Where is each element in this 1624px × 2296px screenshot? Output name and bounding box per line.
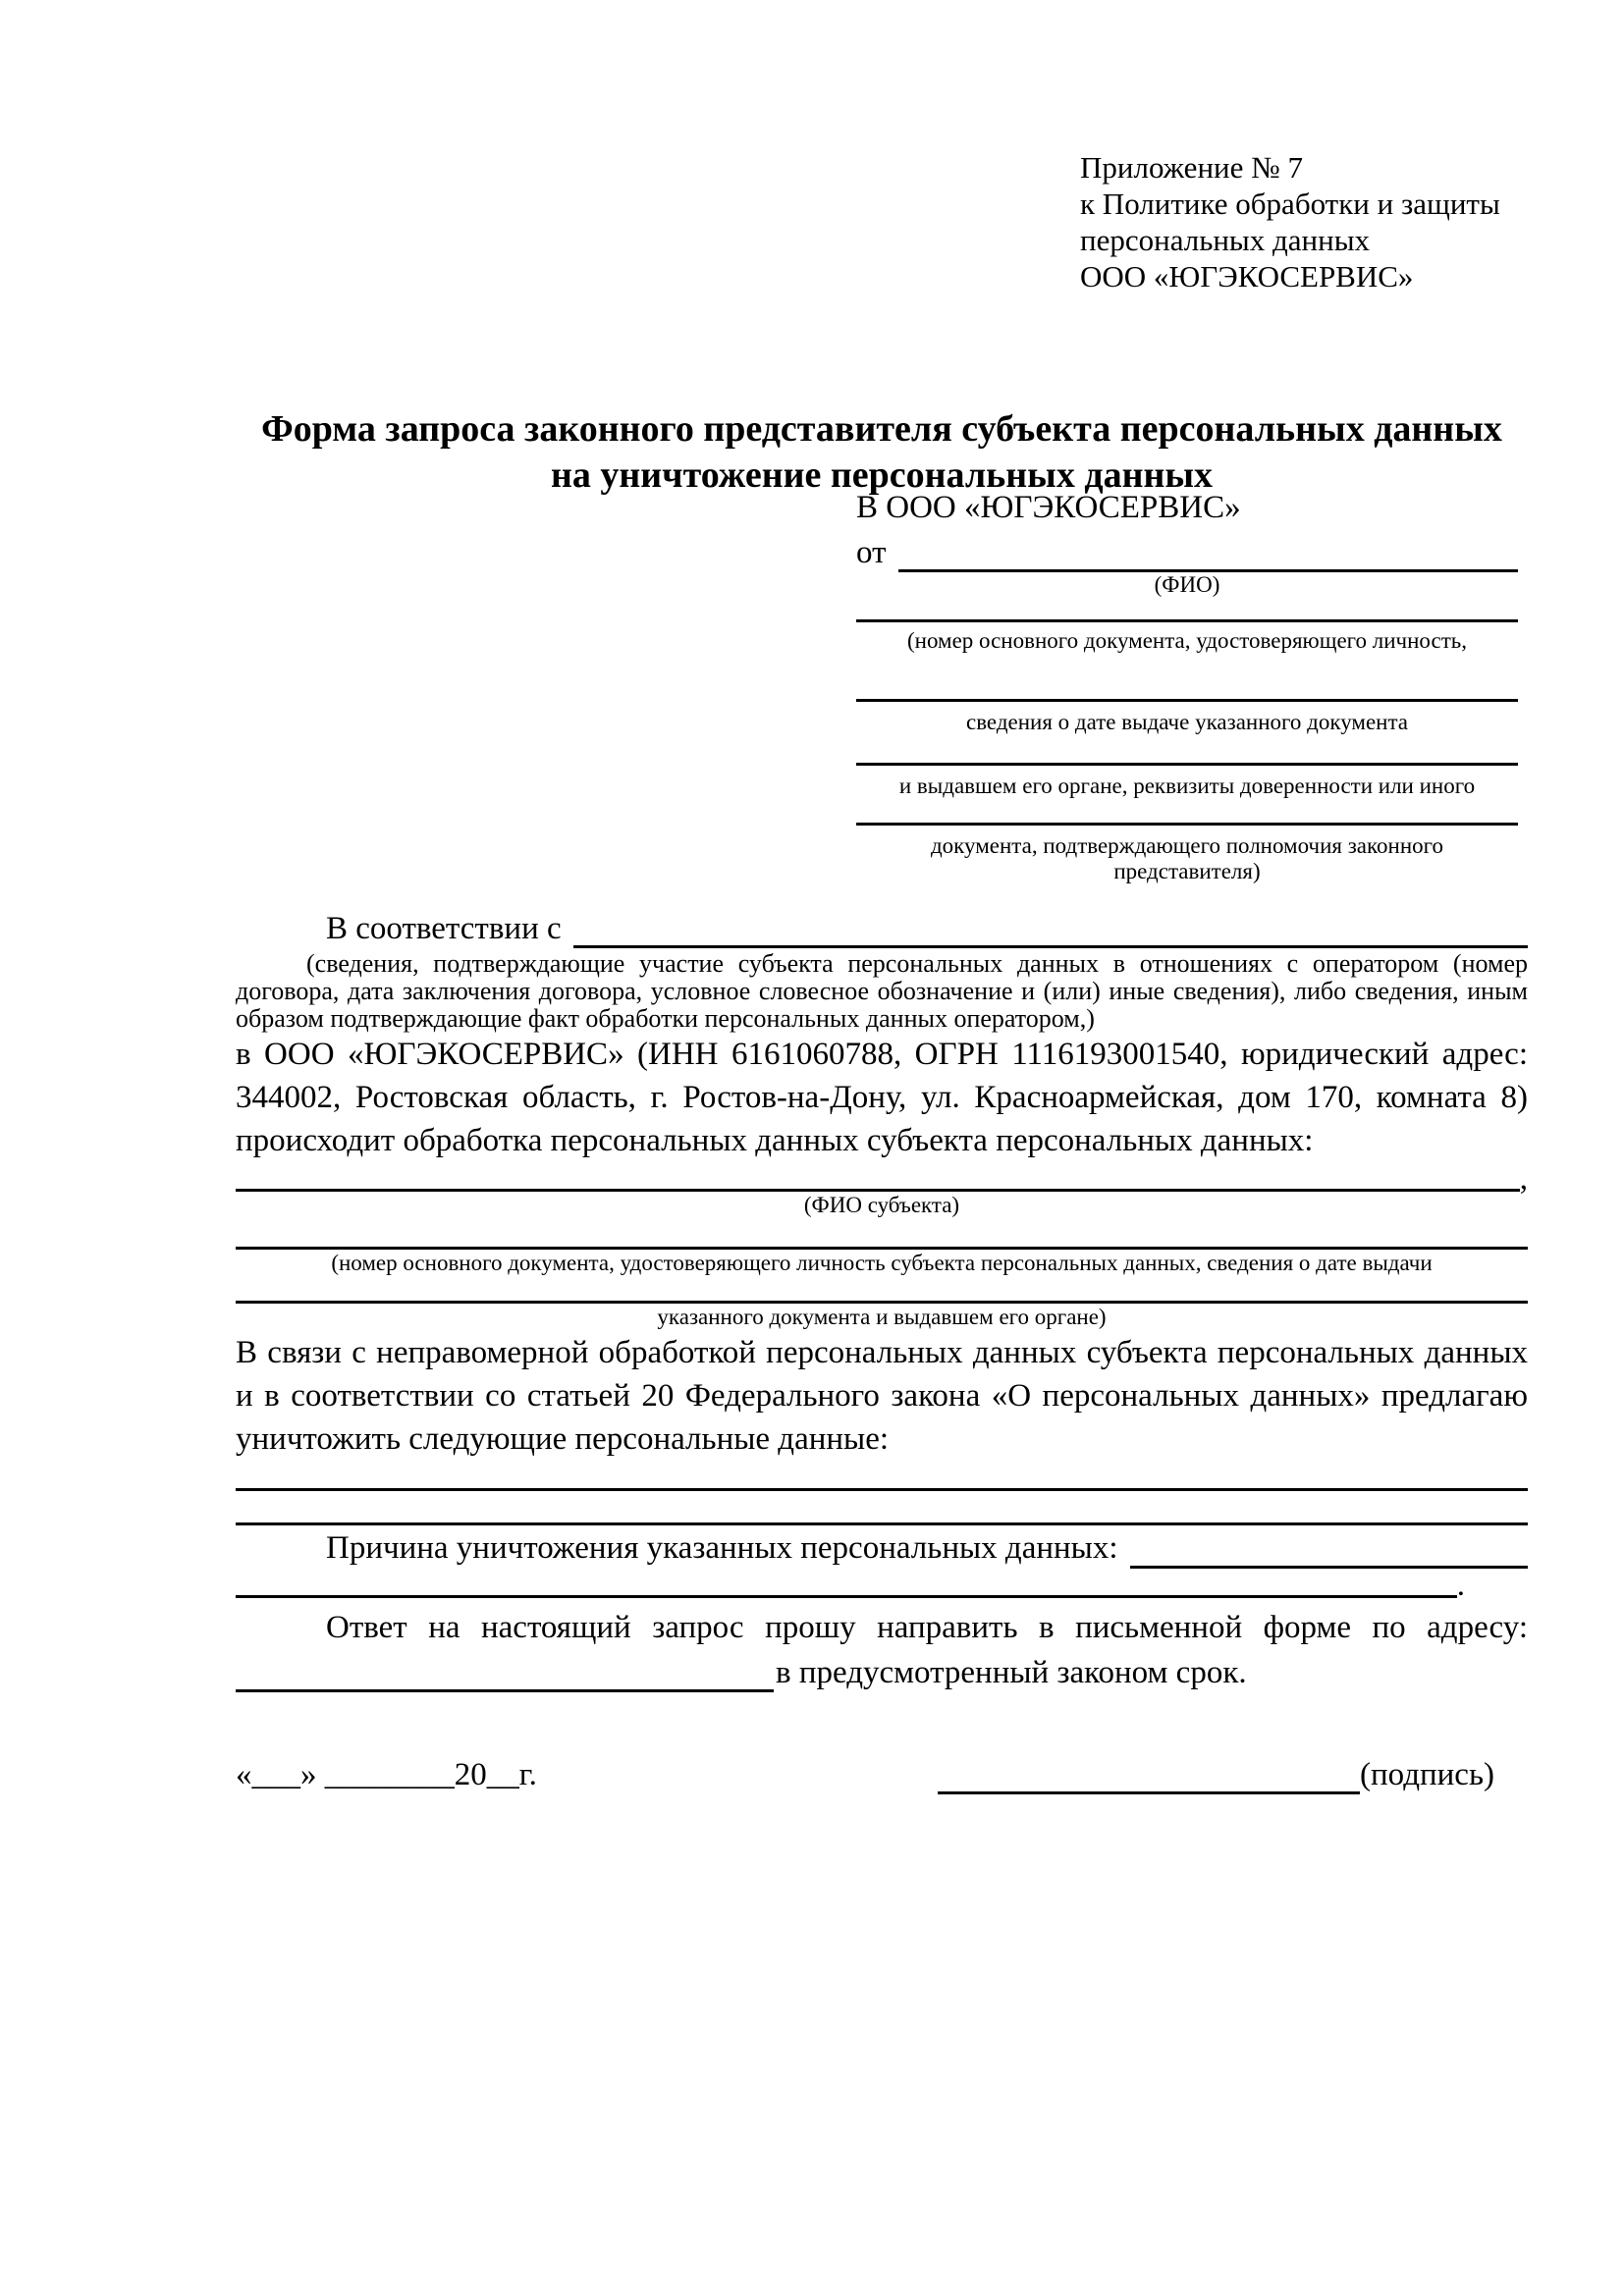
appendix-line-number: Приложение № 7 — [1080, 150, 1303, 185]
request-paragraph: В связи с неправомерной обработкой персональных данных субъекта персональных данных и в соответствии со статьей 20 Федерального закона «О персональных данных» предлагаю уничтожить следующие персональные данные: — [236, 1335, 1528, 1457]
answer-address-row — [236, 1653, 1528, 1692]
subject-fio-blank-line — [236, 1162, 1520, 1192]
from-label: от — [856, 535, 887, 570]
body-block — [236, 909, 1528, 1692]
subject-doc-caption-2: указанного документа и выдавшем его органе) — [657, 1305, 1107, 1329]
doc-caption-3: и выдавшем его органе, реквизиты доверенности или иного — [898, 774, 1476, 798]
accordance-blank-line — [573, 909, 1528, 948]
footer-row — [236, 1755, 1528, 1794]
blank-line — [856, 600, 1518, 622]
doc-caption-1: (номер основного документа, удостоверяющего личность, — [906, 628, 1467, 653]
appendix-line-org: ООО «ЮГЭКОСЕРВИС» — [1080, 259, 1414, 294]
signature-group — [938, 1755, 1494, 1794]
address-blank-line — [236, 1653, 774, 1692]
appendix-header — [1080, 149, 1500, 294]
subject-fio-row — [236, 1161, 1528, 1197]
subject-fio-caption: (ФИО субъекта) — [803, 1193, 960, 1217]
addressee-block — [856, 488, 1518, 884]
blank-line — [236, 1225, 1528, 1250]
addressee-org: В ООО «ЮГЭКОСЕРВИС» — [856, 490, 1241, 525]
form-title-line1: Форма запроса законного представителя субъекта персональных данных — [261, 408, 1502, 450]
signature-blank-line — [938, 1756, 1360, 1794]
answer-sentence: Ответ на настоящий запрос прошу направить в письменной форме по адресу: — [326, 1610, 1528, 1645]
blank-line — [856, 735, 1518, 766]
appendix-line-policy2: персональных данных — [1080, 223, 1371, 257]
form-title — [236, 406, 1528, 499]
fio-caption: (ФИО) — [1154, 572, 1220, 597]
doc-caption-4: документа, подтверждающего полномочия законного представителя) — [930, 833, 1443, 883]
operator-paragraph: в ООО «ЮГЭКОСЕРВИС» (ИНН 6161060788, ОГРН 1116193001540, юридический адрес: 344002, Ростовская область, г. Ростов-на-Дону, ул. Красноармейская, дом 170, комната 8) происходит обработка персональных данных субъекта персональных данных: — [236, 1037, 1528, 1158]
blank-line — [236, 1465, 1528, 1491]
accordance-label: В соответствии с — [326, 911, 562, 946]
reason-label: Причина уничтожения указанных персональных данных: — [326, 1530, 1118, 1566]
reason-row — [236, 1527, 1528, 1569]
blank-line — [856, 799, 1518, 826]
date-blank: «___» ________20__г. — [236, 1757, 537, 1792]
from-blank-line — [898, 533, 1519, 572]
subject-doc-caption-1: (номер основного документа, удостоверяющего личность субъекта персональных данных, сведения о дате выдачи — [331, 1251, 1433, 1275]
reason-blank-line — [1130, 1527, 1528, 1569]
blank-line — [236, 1495, 1528, 1525]
blank-line — [856, 654, 1518, 702]
answer-tail: в предусмотренный законом срок. — [776, 1655, 1247, 1690]
appendix-line-policy: к Политике обработки и защиты — [1080, 187, 1500, 221]
from-field-row — [856, 533, 1518, 572]
accordance-note: (сведения, подтверждающие участие субъекта персональных данных в отношениях с оператором (номер договора, дата заключения договора, условное словесное обозначение и (или) иные сведения), либо сведения, иным образом подтверждающие факт обработки персональных данных оператором,) — [236, 949, 1528, 1033]
reason-continuation-row — [236, 1568, 1528, 1603]
accordance-row — [236, 909, 1528, 948]
signature-caption: (подпись) — [1360, 1757, 1494, 1792]
subject-fio-comma: , — [1519, 1161, 1528, 1197]
doc-caption-2: сведения о дате выдаче указанного документа — [965, 710, 1409, 734]
blank-line — [236, 1569, 1457, 1598]
form-title-line2: на уничтожение персональных данных — [550, 454, 1214, 496]
blank-line — [236, 1279, 1528, 1304]
reason-period: . — [1456, 1568, 1465, 1603]
